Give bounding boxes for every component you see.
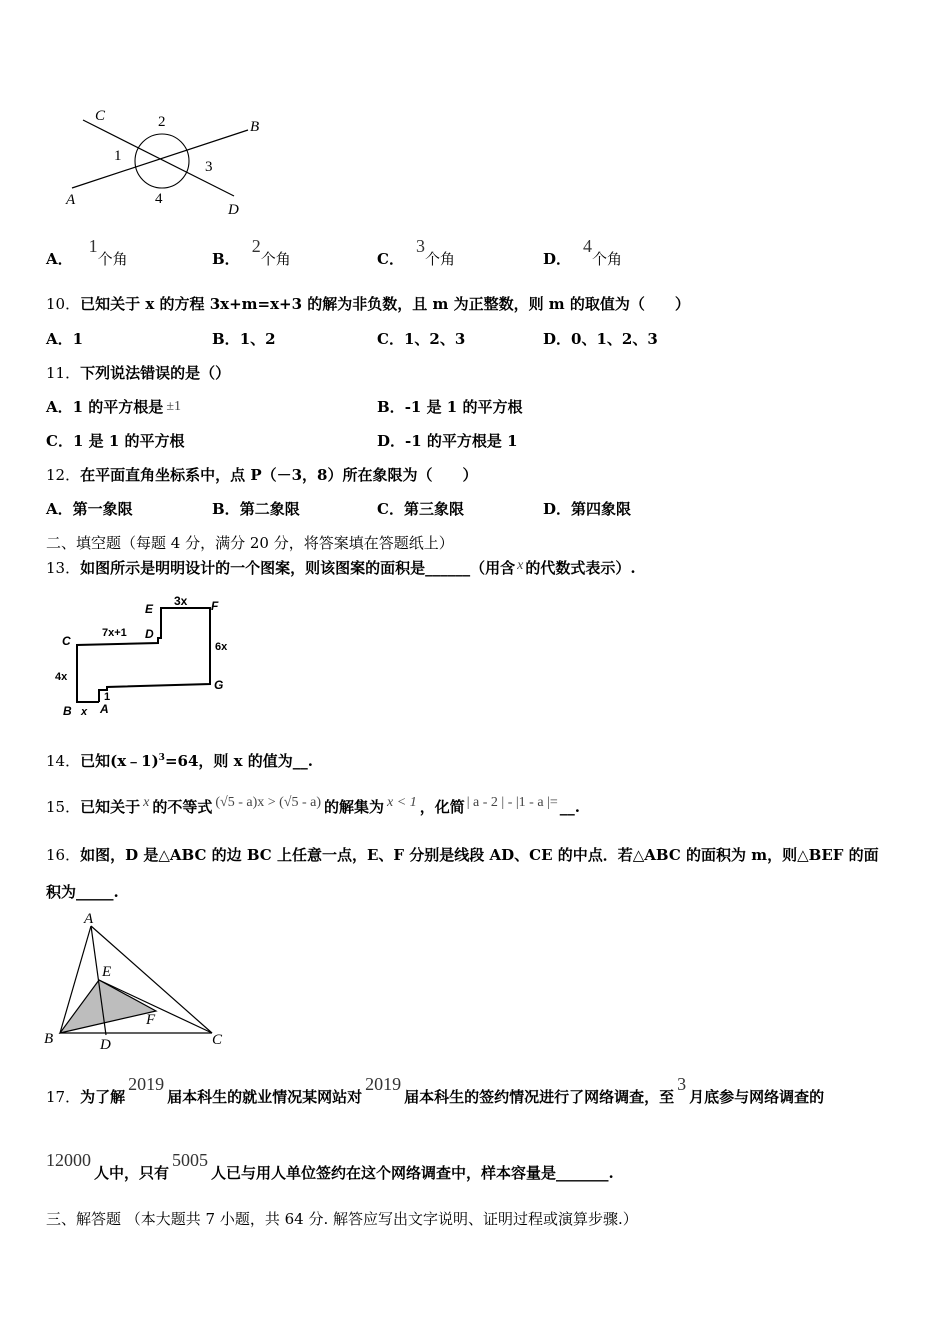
q12-option-c-letter: C． — [377, 500, 404, 518]
q14-end: . — [307, 752, 314, 770]
section-3-heading: 三、解答题 （本大题共 7 小题，共 64 分. 解答应写出文字说明、证明过程或演算步骤.） — [46, 1210, 638, 1228]
q15-answer-blank[interactable]: __ — [559, 798, 575, 816]
q13-text-b: （用含 — [470, 559, 516, 577]
q11-option-d[interactable] — [377, 431, 518, 451]
q12-option-b-letter: B． — [212, 500, 240, 518]
label-right: 6x — [215, 641, 228, 653]
q9-option-a-number: 1 — [88, 236, 98, 256]
q17-number: 17． — [46, 1088, 81, 1106]
q10-stem — [46, 294, 690, 314]
q11-option-d-letter: D． — [377, 432, 406, 450]
q17-total: 12000 — [46, 1150, 91, 1170]
q17-text-3: 届本科生的签约情况进行了网络调查，至 — [404, 1088, 675, 1106]
q14-answer-blank[interactable]: __ — [292, 752, 308, 770]
q16-line-1 — [46, 845, 879, 865]
q15-text-d: ，化简 — [419, 798, 465, 816]
q11-option-c-letter: C． — [46, 432, 73, 450]
q17-line-2 — [46, 1150, 614, 1183]
q12-number: 12． — [46, 466, 81, 484]
q14-text-a: 已知(x﹣1) — [80, 752, 159, 770]
q9-option-b-letter: B． — [212, 250, 240, 268]
label-top: 3x — [174, 594, 188, 608]
q12-option-d-text: 第四象限 — [571, 500, 632, 518]
q11-text: 下列说法错误的是（） — [80, 364, 231, 382]
q10-text: 已知关于 x 的方程 3x+m=x+3 的解为非负数，且 m 为正整数，则 m 的取值为（ ） — [80, 295, 690, 313]
q9-option-c[interactable] — [377, 236, 455, 269]
label-1: 1 — [114, 148, 122, 164]
q11-option-a-math: ±1 — [166, 399, 181, 414]
q12-option-b-text: 第二象限 — [239, 500, 300, 518]
q9-option-c-letter: C． — [377, 250, 404, 268]
q15-stem — [46, 797, 580, 819]
triangle-figure — [40, 908, 240, 1053]
q15-text-a: 已知关于 — [80, 798, 141, 816]
q10-option-a[interactable] — [46, 329, 83, 349]
q12-option-b[interactable] — [212, 499, 300, 519]
q11-option-a-letter: A． — [46, 398, 73, 416]
label-e: E — [145, 602, 154, 616]
q12-option-c-text: 第三象限 — [403, 500, 464, 518]
q9-option-d-number: 4 — [583, 236, 593, 256]
q16-end: . — [113, 883, 119, 901]
q15-number: 15． — [46, 798, 81, 816]
q15-solution: x < 1 — [387, 795, 417, 810]
q13-stem — [46, 558, 636, 580]
label-bottom: x — [81, 706, 88, 718]
q16-text-2: 积为 — [46, 883, 77, 901]
q11-stem — [46, 363, 230, 383]
q10-option-b[interactable] — [212, 329, 276, 349]
label-c: C — [212, 1032, 223, 1048]
q13-text-c: 的代数式表示）. — [525, 559, 636, 577]
q15-var: x — [143, 795, 150, 810]
q12-option-d[interactable] — [543, 499, 631, 519]
label-c: C — [62, 634, 71, 648]
shaded-triangle-bef — [60, 980, 156, 1033]
q11-option-c[interactable] — [46, 431, 185, 451]
q12-option-a-text: 第一象限 — [72, 500, 133, 518]
label-4: 4 — [155, 191, 163, 207]
section-2-heading: 二、填空题（每题 4 分，满分 20 分，将答案填在答题纸上） — [46, 534, 454, 552]
q10-option-d-text: 0、1、2、3 — [571, 330, 658, 348]
angle-circle — [135, 134, 189, 188]
label-f: F — [211, 599, 219, 613]
q11-number: 11． — [46, 364, 81, 382]
q11-option-b[interactable] — [377, 397, 522, 417]
q11-option-a[interactable] — [46, 397, 181, 419]
label-e: E — [102, 964, 112, 980]
q17-signed: 5005 — [172, 1150, 209, 1170]
label-d: D — [228, 202, 239, 218]
q11-option-b-text: -1 是 1 的平方根 — [404, 398, 523, 416]
q10-option-d[interactable] — [543, 329, 658, 349]
label-a: A — [84, 911, 94, 927]
q9-option-d-text: 个角 — [592, 250, 623, 268]
shape-outline — [77, 608, 210, 702]
label-cd: 7x+1 — [102, 627, 127, 639]
q10-option-c-text: 1、2、3 — [403, 330, 466, 348]
q9-option-d[interactable] — [543, 236, 623, 269]
q13-number: 13． — [46, 559, 81, 577]
q10-option-b-letter: B． — [212, 330, 240, 348]
q15-inequality: (√5 - a)x > (√5 - a) — [215, 795, 322, 810]
q17-year-1: 2019 — [128, 1074, 165, 1094]
q9-option-a[interactable] — [46, 236, 128, 269]
label-d: D — [100, 1037, 111, 1053]
q11-option-a-text: 1 的平方根是 — [72, 398, 164, 416]
q10-number: 10． — [46, 295, 81, 313]
q17-text-2: 届本科生的就业情况某网站对 — [167, 1088, 363, 1106]
q15-expression: | a - 2 | - |1 - a |= — [466, 795, 558, 810]
label-one: 1 — [104, 691, 111, 703]
q14-exponent: 3 — [158, 753, 165, 763]
q17-text-1: 为了解 — [80, 1088, 126, 1106]
label-a: A — [100, 702, 109, 716]
q10-option-d-letter: D． — [543, 330, 572, 348]
q13-answer-blank[interactable]: ______ — [425, 559, 471, 577]
q9-option-a-letter: A． — [46, 250, 73, 268]
q10-option-c-letter: C． — [377, 330, 404, 348]
line-cd — [83, 120, 234, 196]
q17-month: 3 — [677, 1074, 687, 1094]
q15-text-c: 的解集为 — [324, 798, 385, 816]
shape-figure — [50, 592, 240, 722]
q16-number: 16． — [46, 846, 81, 864]
label-c: C — [95, 108, 106, 124]
q9-option-b[interactable] — [212, 236, 291, 269]
label-3: 3 — [205, 159, 213, 175]
q17-year-2: 2019 — [365, 1074, 402, 1094]
q12-text: 在平面直角坐标系中，点 P（－3，8）所在象限为（ ） — [80, 466, 478, 484]
q17-line-1 — [46, 1074, 825, 1107]
q17-text-4: 月底参与网络调查的 — [689, 1088, 825, 1106]
q9-option-a-text: 个角 — [97, 250, 128, 268]
q10-option-c[interactable] — [377, 329, 465, 349]
q10-option-b-text: 1、2 — [239, 330, 276, 348]
label-left: 4x — [55, 671, 68, 683]
q17-text-6: 人已与用人单位签约在这个网络调查中，样本容量是 — [211, 1164, 557, 1182]
q17-answer-blank[interactable]: _______ — [556, 1164, 609, 1182]
q15-end: . — [574, 798, 580, 816]
label-f: F — [146, 1012, 156, 1028]
q15-text-b: 的不等式 — [152, 798, 213, 816]
q9-option-c-text: 个角 — [424, 250, 455, 268]
q12-option-a-letter: A． — [46, 500, 73, 518]
q14-number: 14． — [46, 752, 81, 770]
q12-option-a[interactable] — [46, 499, 133, 519]
label-d: D — [145, 627, 154, 641]
q14-stem — [46, 751, 313, 774]
label-a: A — [66, 192, 76, 208]
q9-option-d-letter: D． — [543, 250, 572, 268]
label-b: B — [250, 119, 260, 135]
q9-option-b-text: 个角 — [260, 250, 291, 268]
q10-option-a-letter: A． — [46, 330, 73, 348]
label-b: B — [44, 1031, 54, 1047]
q12-option-c[interactable] — [377, 499, 464, 519]
q12-stem — [46, 465, 477, 485]
q14-text-b: =64，则 x 的值为 — [164, 752, 293, 770]
q11-option-b-letter: B． — [377, 398, 405, 416]
q11-option-c-text: 1 是 1 的平方根 — [72, 432, 185, 450]
q13-var: x — [517, 558, 524, 573]
q17-end: . — [608, 1164, 614, 1182]
q16-text-1: 如图，D 是△ABC 的边 BC 上任意一点，E、F 分别是线段 AD、CE 的中点．若△ABC 的面积为 m，则△BEF 的面 — [80, 846, 879, 864]
q9-option-b-number: 2 — [251, 236, 261, 256]
q16-line-2 — [46, 882, 119, 902]
q16-answer-blank[interactable]: _____ — [76, 883, 114, 901]
q9-option-c-number: 3 — [415, 236, 425, 256]
q10-option-a-text: 1 — [72, 330, 84, 348]
label-2: 2 — [158, 114, 166, 130]
label-g: G — [214, 678, 224, 692]
q12-option-d-letter: D． — [543, 500, 572, 518]
label-b: B — [63, 704, 72, 718]
q13-text-a: 如图所示是明明设计的一个图案，则该图案的面积是 — [80, 559, 426, 577]
q11-option-d-text: -1 的平方根是 1 — [405, 432, 518, 450]
q17-text-5: 人中，只有 — [94, 1164, 170, 1182]
angles-figure — [60, 100, 280, 225]
